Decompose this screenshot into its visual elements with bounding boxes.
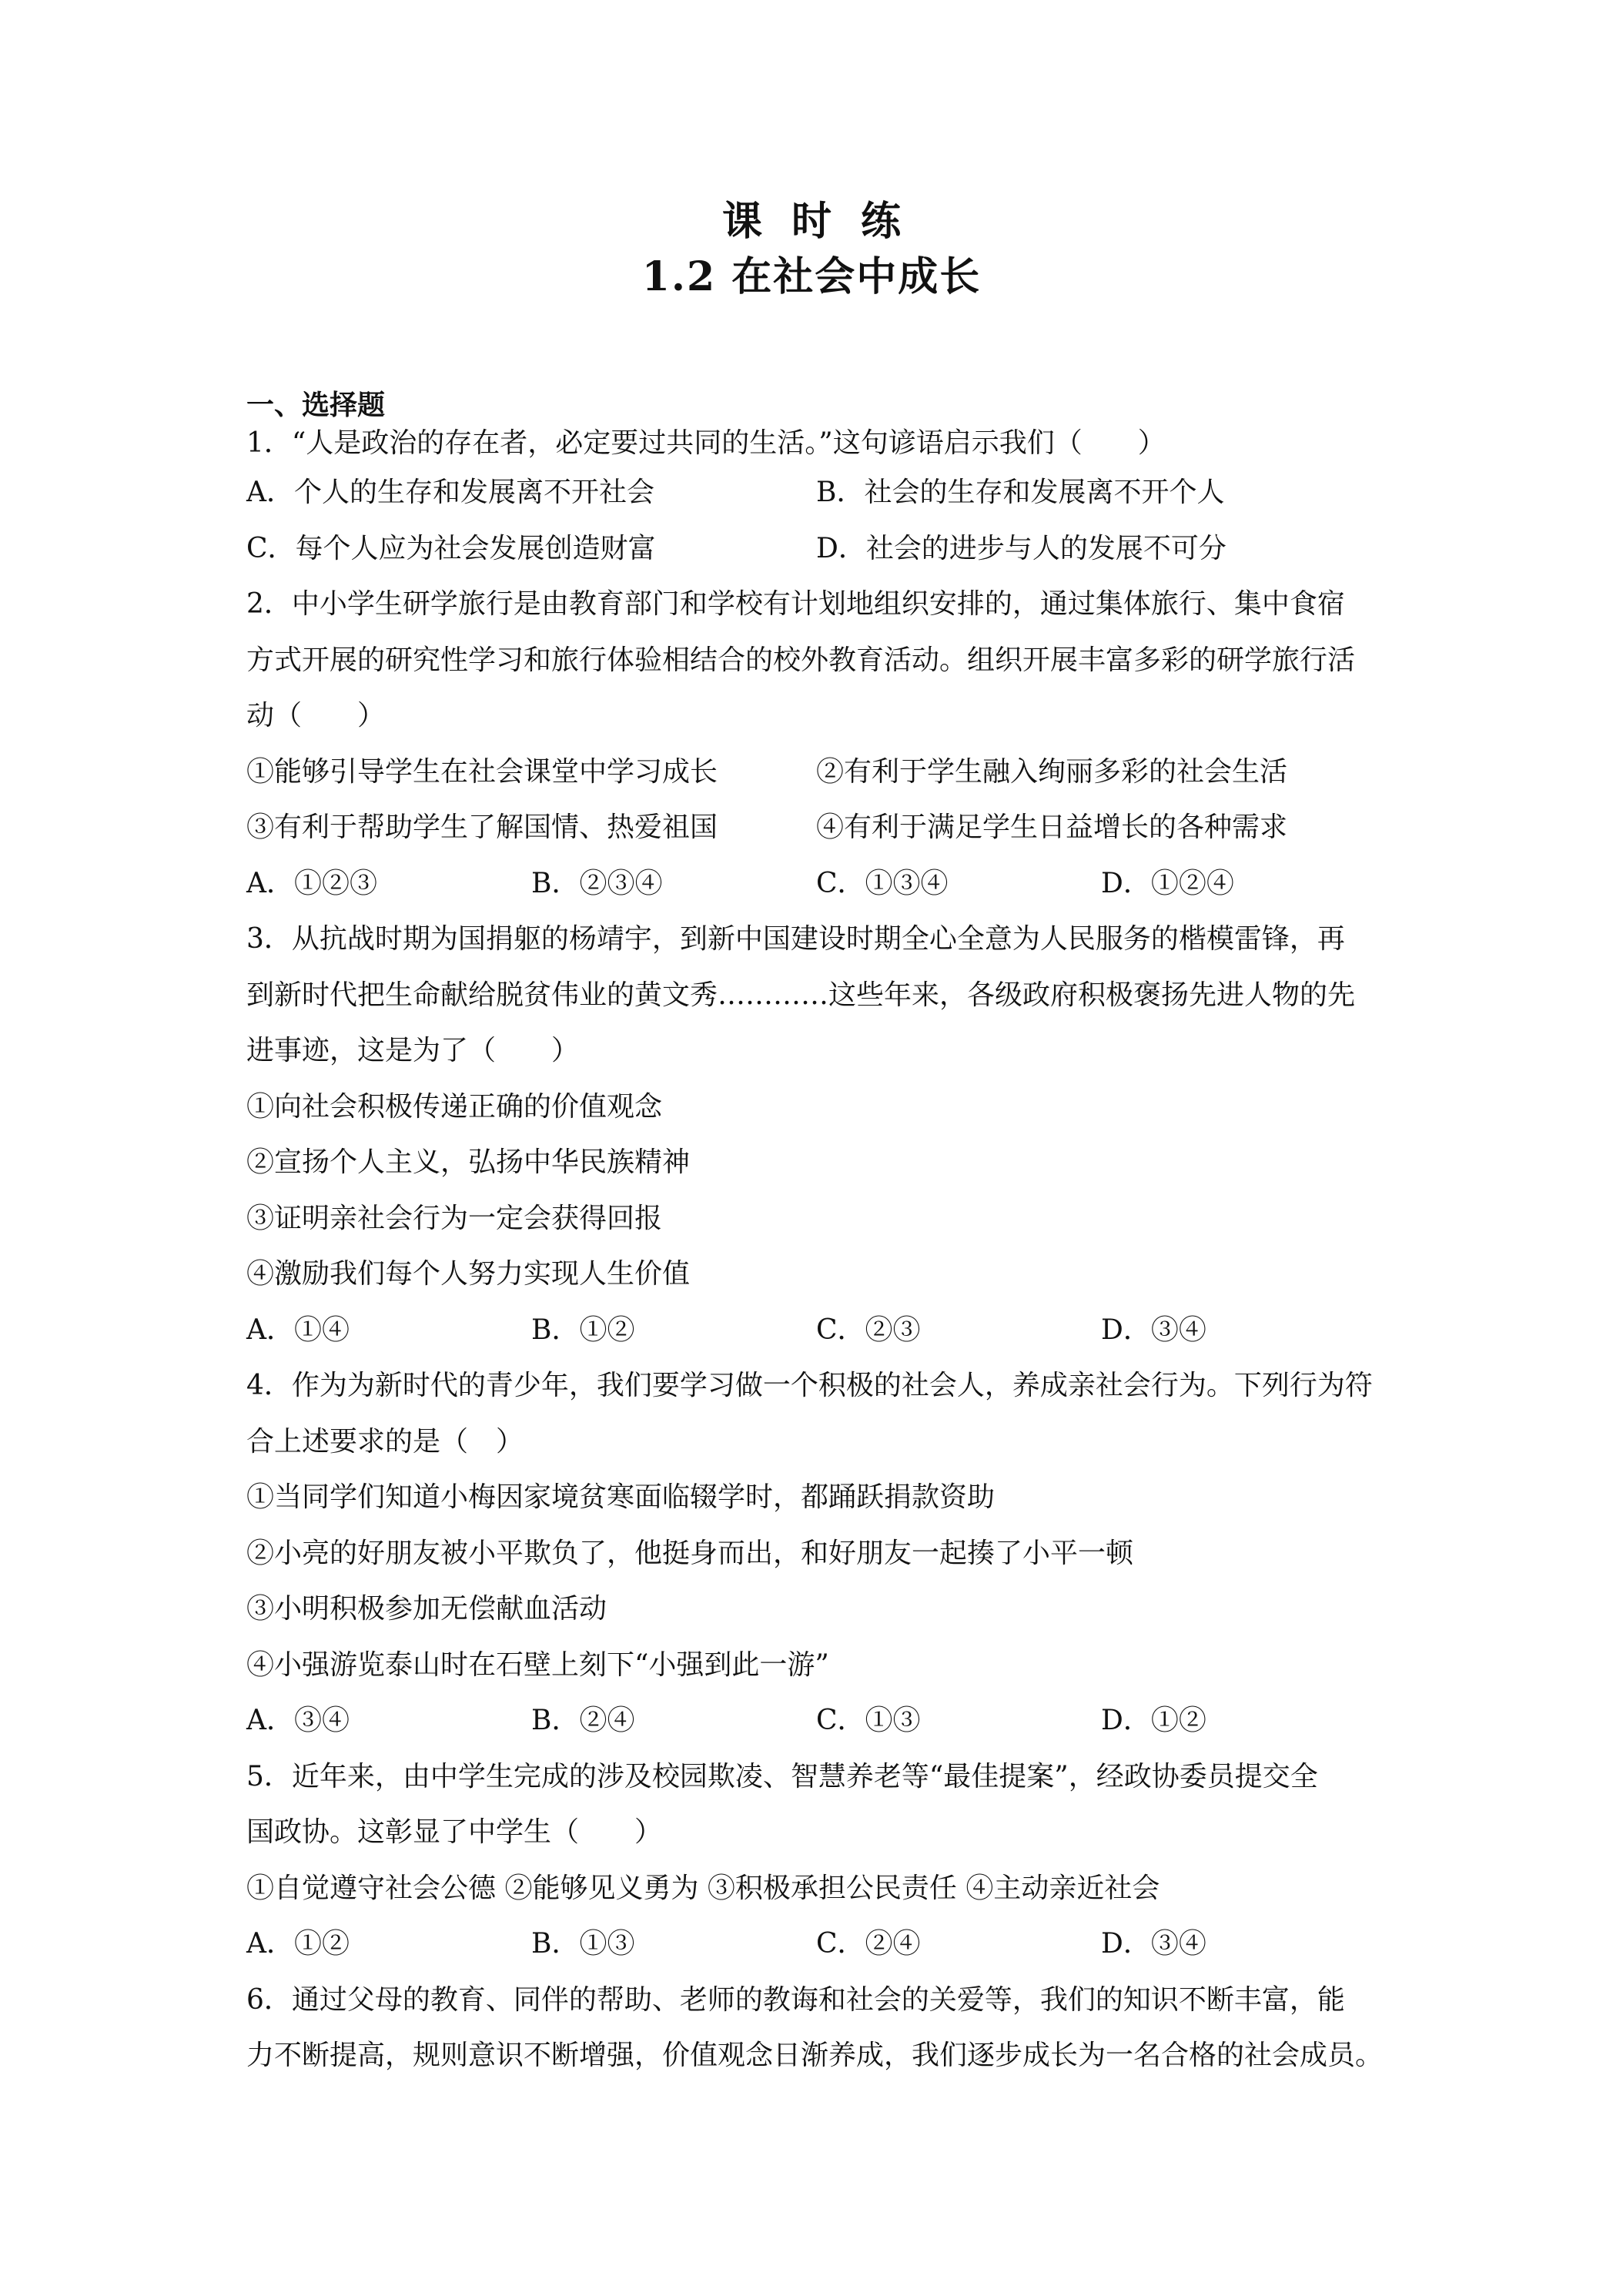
page-subtitle: 1.2 在社会中成长 [641, 253, 982, 300]
statement-2: ②小亮的好朋友被小平欺负了，他挺身而出，和好朋友一起揍了小平一顿 [246, 1537, 1134, 1569]
question-1-stem: 1．“人是政治的存在者，必定要过共同的生活。”这句谚语启示我们（ ） [246, 427, 1166, 459]
option-b: B．②④ [531, 1705, 635, 1736]
option-a: A．个人的生存和发展离不开社会 [246, 477, 654, 508]
option-d: D．①②④ [1101, 867, 1234, 899]
option-d: D．③④ [1101, 1314, 1206, 1346]
option-b: B．②③④ [531, 867, 663, 899]
question-2-stem-line-1: 2．中小学生研学旅行是由教育部门和学校有计划地组织安排的，通过集体旅行、集中食宿 [246, 588, 1345, 620]
statement-3: ③小明积极参加无偿献血活动 [246, 1593, 607, 1625]
statement-1: ①向社会积极传递正确的价值观念 [246, 1090, 663, 1123]
option-b: B．①③ [531, 1928, 635, 1960]
question-6-stem-line-1: 6．通过父母的教育、同伴的帮助、老师的教诲和社会的关爱等，我们的知识不断丰富，能 [246, 1983, 1345, 2016]
statement-1: ①能够引导学生在社会课堂中学习成长 [246, 755, 718, 788]
question-3-options [246, 1303, 1386, 1359]
option-a: A．①②③ [246, 867, 377, 899]
question-4-options [246, 1693, 1386, 1749]
document-body [246, 388, 1386, 2084]
question-2-stem-line-2: 方式开展的研究性学习和旅行体验相结合的校外教育活动。组织开展丰富多彩的研学旅行活 [246, 644, 1356, 676]
question-5-stem-line-1: 5．近年来，由中学生完成的涉及校园欺凌、智慧养老等“最佳提案”，经政协委员提交全 [246, 1760, 1318, 1792]
question-2-statements-row-2 [246, 800, 1386, 856]
statement-2: ②有利于学生融入绚丽多彩的社会生活 [816, 755, 1288, 788]
option-b: B．社会的生存和发展离不开个人 [816, 477, 1225, 508]
question-1-options-row-2 [246, 521, 1386, 577]
statement-3: ③有利于帮助学生了解国情、热爱祖国 [246, 812, 718, 843]
question-1-options-row-1 [246, 465, 1386, 521]
option-c: C．每个人应为社会发展创造财富 [246, 532, 656, 564]
question-3-stem-line-3: 进事迹，这是为了（ ） [246, 1035, 580, 1066]
question-2-options [246, 856, 1386, 912]
option-d: D．①② [1101, 1705, 1206, 1736]
question-5-options [246, 1916, 1386, 1973]
option-a: A．①④ [246, 1314, 350, 1346]
question-5-statements: ①自觉遵守社会公德 ②能够见义勇为 ③积极承担公民责任 ④主动亲近社会 [246, 1872, 1160, 1904]
statement-1: ①当同学们知道小梅因家境贫寒面临辍学时，都踊跃捐款资助 [246, 1481, 996, 1513]
question-6-stem-line-2: 力不断提高，规则意识不断增强，价值观念日渐养成，我们逐步成长为一名合格的社会成员。 [246, 2040, 1384, 2071]
statement-4: ④激励我们每个人努力实现人生价值 [246, 1258, 691, 1290]
option-c: C．①③④ [816, 867, 949, 899]
question-5-stem-line-2: 国政协。这彰显了中学生（ ） [246, 1816, 663, 1848]
question-3-stem-line-1: 3．从抗战时期为国捐躯的杨靖宇，到新中国建设时期全心全意为人民服务的楷模雷锋，再 [246, 923, 1345, 955]
question-3-stem-line-2: 到新时代把生命献给脱贫伟业的黄文秀…………这些年来，各级政府积极褒扬先进人物的先 [246, 979, 1356, 1011]
statement-3: ③证明亲社会行为一定会获得回报 [246, 1202, 663, 1234]
statement-4: ④小强游览泰山时在石壁上刻下“小强到此一游” [246, 1648, 829, 1681]
statement-4: ④有利于满足学生日益增长的各种需求 [816, 812, 1288, 843]
option-c: C．②④ [816, 1928, 921, 1960]
question-2-statements-row-1 [246, 745, 1386, 801]
question-4-stem-line-2: 合上述要求的是（ ） [246, 1425, 524, 1458]
option-b: B．①② [531, 1314, 635, 1346]
option-a: A．③④ [246, 1705, 350, 1736]
question-2-stem-line-3: 动（ ） [246, 700, 386, 731]
statement-2: ②宣扬个人主义，弘扬中华民族精神 [246, 1146, 691, 1178]
option-d: D．③④ [1101, 1928, 1206, 1960]
option-a: A．①② [246, 1928, 350, 1960]
option-c: C．②③ [816, 1314, 921, 1346]
question-4-stem-line-1: 4．作为为新时代的青少年，我们要学习做一个积极的社会人，养成亲社会行为。下列行为符 [246, 1370, 1373, 1401]
page-title: 课时练 [721, 198, 930, 245]
option-d: D．社会的进步与人的发展不可分 [816, 532, 1226, 564]
option-c: C．①③ [816, 1705, 921, 1736]
section-heading: 一、选择题 [246, 389, 386, 421]
